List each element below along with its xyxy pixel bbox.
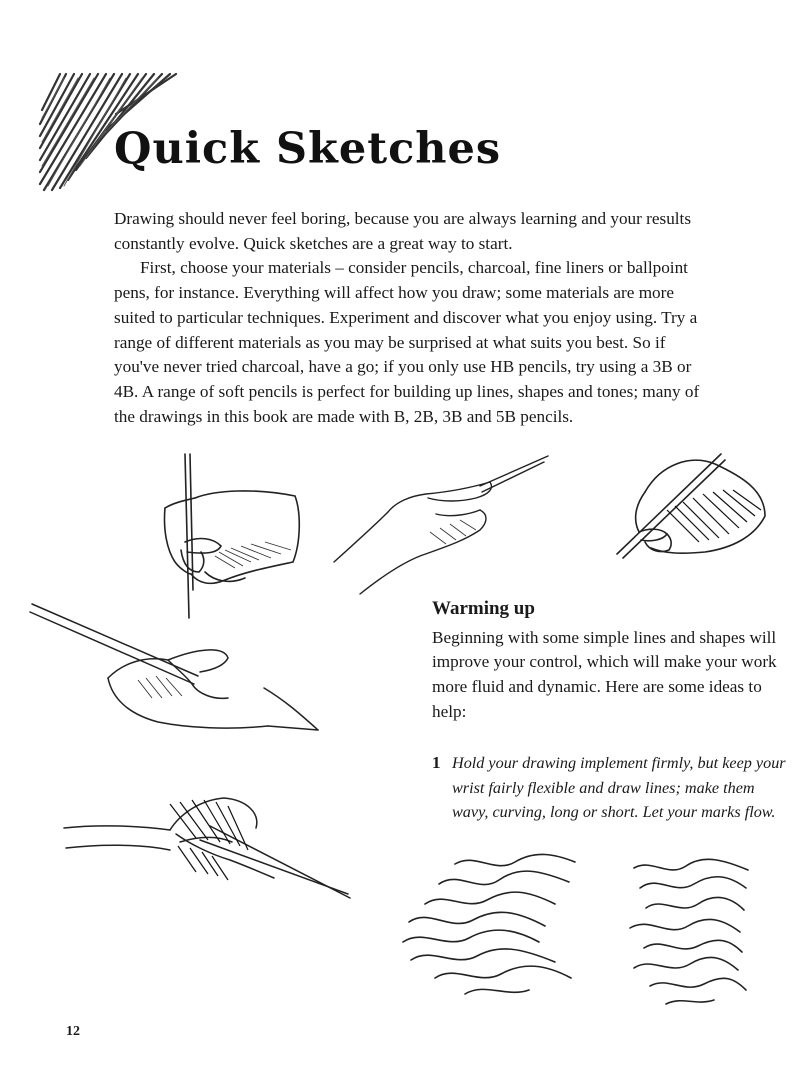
warming-up-body: Beginning with some simple lines and shapes will improve your control, which will make your work more fluid and dynamic. Here are some ideas to help: [432,627,777,721]
wavy-lines-sketch-left [395,850,590,1000]
page-number: 12 [66,1024,80,1039]
page-title: Quick Sketches [114,124,502,174]
hand-sketch-charcoal [60,790,360,905]
warming-up-heading: Warming up [432,598,535,619]
step-number: 1 [432,753,441,772]
hand-sketch-pointing [330,452,555,597]
hand-sketch-long-pencil [28,600,328,770]
step-text: Hold your drawing implement firmly, but keep your wrist fairly flexible and draw lines; make them wavy, curving, long or short. Let your marks flow. [452,754,786,822]
step-item [432,751,792,825]
hand-sketch-writing [605,450,775,565]
wavy-lines-sketch-right [620,858,760,1008]
warming-up-section [432,597,792,725]
hand-sketch-vertical-pencil [155,450,305,620]
intro-paragraph-1: Drawing should never feel boring, because you are always learning and your results constantly evolve. Quick sketches are a great way to start. [114,209,692,253]
intro-text [114,207,714,429]
intro-paragraph-2: First, choose your materials – consider pencils, charcoal, fine liners or ballpoint pens, for instance. Everything will affect how you draw; some materials are more suited to particular techniques. Experiment and discover what you enjoy using. Try a range of different materials as you may be surprised at what suits you best. So if you've never tried charcoal, have a go; if you only use HB pencils, try using a 3B or 4B. A range of soft pencils is perfect for building up lines, shapes and tones; many of the drawings in this book are made with B, 2B, 3B and 5B pencils. [114,258,700,426]
